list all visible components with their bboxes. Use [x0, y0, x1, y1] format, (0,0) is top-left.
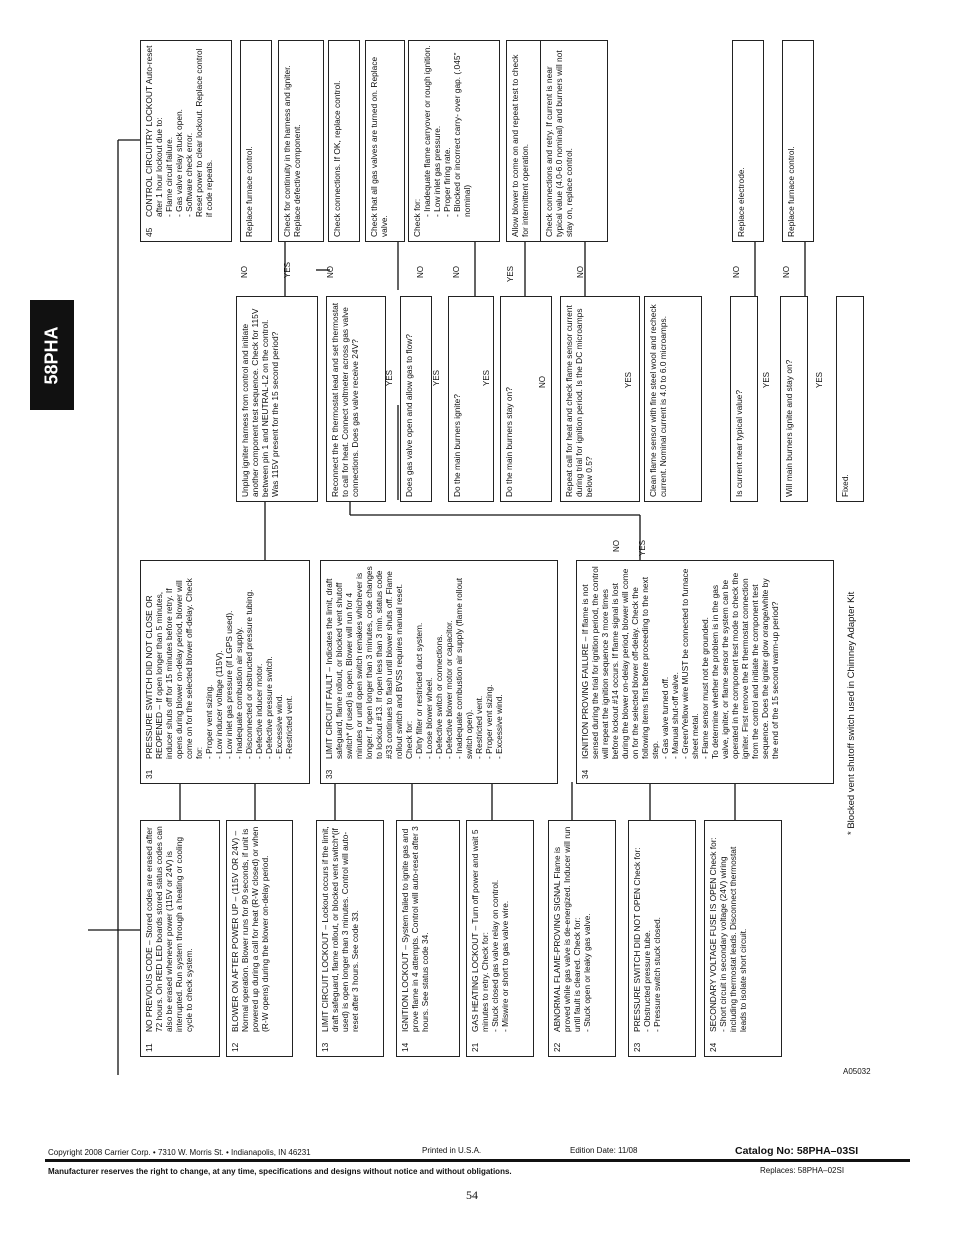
box-text: NO PREVIOUS CODE – Stored codes are erased after 72 hours. On RED LED boards stored status codes can also be erased whenever power (115V or 24V) is interrupted. Run system through a heating or cooling cycle to check system. [144, 826, 194, 1032]
yes-branch-label [506, 266, 520, 290]
box-text: Unplug igniter harness from control and initiate another component test sequence. Check for 115V between pin 1 and NEUTRAL-L2 on the control. Was 115V present for the 15 second period? [240, 308, 280, 497]
box-text: PRESSURE SWITCH DID NOT CLOSE OR REOPENED – If open longer than 5 minutes, inducer shuts off for 15 minutes before retry. If opens during blower on-delay period, blower will come on for the selected blower off-delay. Check for: [144, 578, 204, 759]
step-box-3 [400, 296, 432, 502]
branch-label-text: NO [732, 266, 741, 278]
box-text: Do the main burners stay on? [504, 387, 514, 497]
no-branch-label [240, 266, 254, 290]
branch-label-text: NO [326, 266, 335, 278]
action-box-9 [732, 40, 764, 242]
box-list-item: - Inadequate flame carryover or rough ignition. [422, 45, 432, 217]
box-text: ABNORMAL FLAME-PROVING SIGNAL Flame is proved while gas valve is de-energized. Inducer will run until fault is cleared. Check for: [552, 826, 582, 1032]
box-number: 14 [400, 1042, 410, 1052]
action-box-1 [140, 40, 232, 242]
branch-label-text: NO [782, 266, 791, 278]
branch-label-text: YES [432, 370, 441, 387]
no-branch-label [416, 266, 430, 290]
box-number: 24 [708, 1042, 718, 1052]
action-box-5 [365, 40, 405, 242]
box-text: Is current near typical value? [734, 389, 744, 497]
no-branch-label [612, 540, 626, 564]
box-number: 23 [632, 1042, 642, 1052]
box-list-item: - Low inducer voltage (115V). [214, 565, 224, 759]
box-number: 31 [144, 769, 154, 779]
action-box-2 [240, 40, 272, 242]
detail-box-33 [320, 560, 558, 784]
box-text: BLOWER ON AFTER POWER UP – (115V OR 24V) – Normal operation. Blower runs for 90 seconds, if unit is powered up during a call for heat (R-W closed) or when (R-W opens) during the blower on-delay period. [230, 826, 270, 1032]
branch-label-text: YES [385, 370, 394, 387]
step-box-10 [836, 296, 864, 502]
action-box-10 [782, 40, 814, 242]
box-list-item: - Blocked or incorrect carry- over gap. (.045" nominal) [452, 45, 472, 217]
box-text: Repeat call for heat and check flame sensor current during trial for ignition period. Is the DC microamps below 0.5? [564, 305, 594, 497]
box-text: Reconnect the R thermostat lead and set thermostat to call for heat. Connect voltmeter across gas valve connections. Does gas valve receive 24V? [330, 302, 360, 497]
box-number: 11 [144, 1043, 154, 1052]
box-text: Check that all gas valves are turned on. Replace valve. [369, 56, 389, 237]
box-text: Does gas valve open and allow gas to flow? [404, 334, 414, 497]
box-number: 45 [144, 227, 154, 237]
box-list-item: - Defective switch or connections. [434, 565, 444, 759]
box-list-item: - Gas valve turned off. [660, 565, 670, 759]
branch-label-text: NO [240, 266, 249, 278]
code-box-23 [628, 820, 696, 1057]
box-number: 33 [324, 769, 334, 779]
branch-label-text: YES [283, 262, 292, 279]
box-tail-text: Reset power to clear lockout. Replace control if code repeats. [194, 48, 214, 217]
step-box-4 [448, 296, 494, 502]
box-text: Replace electrode. [736, 167, 746, 237]
branch-label-text: YES [815, 372, 824, 389]
action-box-8 [540, 40, 608, 242]
box-list-item: - Green/Yellow wire MUST be connected to furnace sheet metal. [680, 565, 700, 759]
yes-branch-label [638, 540, 652, 564]
box-list-item: - Restricted vent. [284, 565, 294, 759]
footer-rule [45, 1159, 910, 1162]
box-text: Check connections. If OK, replace control. [332, 80, 342, 237]
branch-label-text: YES [506, 266, 515, 283]
no-branch-label [538, 376, 552, 400]
box-number: 22 [552, 1042, 562, 1052]
box-text: SECONDARY VOLTAGE FUSE IS OPEN Check for: [708, 837, 718, 1032]
branch-label-text: YES [624, 372, 633, 389]
step-box-1 [236, 296, 318, 502]
code-box-13 [316, 820, 384, 1057]
box-text: Check for continuity in the harness and igniter. Replace defective component. [282, 65, 302, 237]
code-box-12 [226, 820, 293, 1057]
branch-label-text: NO [538, 376, 547, 388]
box-text: LIMIT CIRCUIT LOCKOUT – Lockout occurs if the limit, draft safeguard, flame rollout, or blocked vent switch*(if used) is open longer than 3 minutes. Control will auto-reset after 3 hours. See code 33. [320, 826, 360, 1032]
figure-id: A05032 [843, 1067, 871, 1076]
code-box-24 [704, 820, 782, 1057]
step-box-7 [644, 296, 702, 502]
box-list-item: - Miswire or short to gas valve wire. [500, 825, 510, 1032]
box-text: GAS HEATING LOCKOUT – Turn off power and wait 5 minutes to retry. Check for: [470, 829, 490, 1032]
box-list-item: - Dirty filter or restricted duct system. [414, 565, 424, 759]
box-list-item: - Disconnected or obstructed pressure tubing. [244, 565, 254, 759]
box-list-item: - Defective inducer motor. [254, 565, 264, 759]
box-text: CONTROL CIRCUITRY LOCKOUT Auto-reset after 1 hour lockout due to: [144, 45, 164, 217]
action-box-6 [408, 40, 500, 242]
box-list-item: - Defective blower motor or capacitor. [444, 565, 454, 759]
box-list-item: - Inadequate combustion air supply. [234, 565, 244, 759]
no-branch-label [452, 266, 466, 290]
box-list-item: - Gas valve relay stuck open. [174, 45, 184, 217]
box-list-item: - Pressure switch stuck closed. [652, 825, 662, 1032]
yes-branch-label [385, 370, 399, 394]
box-list-item: - Low inlet gas pressure. [432, 45, 442, 217]
yes-branch-label [283, 262, 297, 286]
action-box-4 [328, 40, 360, 242]
box-text: Fixed. [840, 474, 850, 497]
box-list-item: - Defective pressure switch. [264, 565, 274, 759]
yes-branch-label [482, 370, 496, 394]
box-list-item: - Flame circuit failure. [164, 45, 174, 217]
yes-branch-label [432, 370, 446, 394]
box-text: Check connections and retry. If current is near typical value (4.0-6.0 nominal) and burners will not stay on, replace control. [544, 50, 574, 237]
box-tail-text: To determine whether the problem is in the gas valve, igniter, or flame sensor the system can be operated in the component test mode to check the igniter. First remove the R thermostat connection from the control and initiate the component test sequence. Does the igniter glow orange/white by the end of the 15 second warm-up period? [710, 572, 780, 759]
page-number: 54 [466, 1188, 478, 1202]
step-box-8 [730, 296, 758, 502]
box-text: IGNITION PROVING FAILURE – If flame is not sensed during the trial for ignition period, the control will repeat the ignition sequence 3 more times before lockout #14 occurs. If flame signal is lost during the blower on-delay period, blower will come on for the selected blower off-delay. Check the following items first before proceeding to the next step. [580, 566, 660, 759]
box-list-item: - Flame sensor must not be grounded. [700, 565, 710, 759]
box-list-item: - Manual shut-off valve. [670, 565, 680, 759]
no-branch-label [782, 266, 796, 290]
code-box-22 [548, 820, 616, 1057]
box-list-item: - Low inlet gas pressure (if LGPS used). [224, 565, 234, 759]
catalog-number: Catalog No: 58PHA–03SI [735, 1145, 859, 1157]
box-list-item: - Excessive wind. [494, 565, 504, 759]
box-number: 13 [320, 1042, 330, 1052]
branch-label-text: YES [482, 370, 491, 387]
box-text: Will main burners ignite and stay on? [784, 359, 794, 497]
branch-label-text: NO [416, 266, 425, 278]
box-list-item: - Excessive wind. [274, 565, 284, 759]
footnote: * Blocked vent shutoff switch used in Chimney Adapter Kit [846, 591, 857, 835]
box-list-item: - Proper firing rate. [442, 45, 452, 217]
box-text: IGNITION LOCKOUT – System failed to ignite gas and prove flame in 4 attempts. Control will auto-reset after 3 hours. See status code 34. [400, 826, 430, 1032]
step-box-9 [780, 296, 808, 502]
step-box-6 [560, 296, 640, 502]
branch-label-text: NO [576, 266, 585, 278]
box-text: Replace furnace control. [786, 146, 796, 237]
box-text: Replace furnace control. [244, 146, 254, 237]
box-text: Allow blower to come on and repeat test to check for intermittent operation. [510, 54, 530, 237]
box-list-item: - Stuck open or leaky gas valve. [582, 825, 592, 1032]
box-list-item: - Loose blower wheel. [424, 565, 434, 759]
section-tab: 58PHA [30, 300, 74, 410]
yes-branch-label [762, 372, 776, 396]
no-branch-label [732, 266, 746, 290]
box-list-item: - Stuck closed gas valve relay on control. [490, 825, 500, 1032]
box-list-item: - Proper vent sizing. [204, 565, 214, 759]
detail-box-34 [576, 560, 834, 784]
box-text: Check for: [412, 198, 422, 237]
box-text: Do the main burners ignite? [452, 394, 462, 497]
box-list-item: - Obstructed pressure tube. [642, 825, 652, 1032]
box-number: 12 [230, 1042, 240, 1052]
branch-label-text: YES [762, 372, 771, 389]
box-list-item: - Restricted vent. [474, 565, 484, 759]
code-box-11 [140, 820, 220, 1057]
code-box-14 [396, 820, 460, 1057]
box-number: 34 [580, 769, 590, 779]
no-branch-label [576, 266, 590, 290]
replaces: Replaces: 58PHA–02SI [760, 1166, 845, 1175]
code-box-21 [466, 820, 534, 1057]
branch-label-text: YES [638, 540, 647, 557]
box-list-item: - Proper vent sizing. [484, 565, 494, 759]
no-branch-label [326, 266, 340, 290]
branch-label-text: NO [612, 540, 621, 552]
branch-label-text: NO [452, 266, 461, 278]
step-box-2 [326, 296, 386, 502]
printed-in: Printed in U.S.A. [422, 1146, 482, 1155]
copyright: Copyright 2008 Carrier Corp. • 7310 W. Morris St. • Indianapolis, IN 46231 [48, 1148, 311, 1157]
detail-box-31 [140, 560, 310, 784]
disclaimer: Manufacturer reserves the right to change, at any time, specifications and designs without notice and without obligations. [48, 1167, 512, 1176]
box-text: LIMIT CIRCUIT FAULT – Indicates the limit, draft safeguard, flame rollout, or blocked vent shutoff switch* (if used) is open. Blower will run for 4 minutes or until open switch remakes whichever is longer. If open longer than 3 minutes, code changes to lockout #13. If open less than 3 min. status code #33 continues to flash until blower shuts off. Flame rollout switch and BVSS requires manual reset. Check for: [324, 566, 414, 759]
box-text: PRESSURE SWITCH DID NOT OPEN Check for: [632, 847, 642, 1032]
box-list-item: - Software check error. [184, 45, 194, 217]
box-list-item: - Inadequate combustion air supply (flame rollout switch open). [454, 565, 474, 759]
action-box-3 [278, 40, 324, 242]
edition-date: Edition Date: 11/08 [570, 1146, 638, 1155]
box-number: 21 [470, 1042, 480, 1052]
box-list-item: - Short circuit in secondary voltage (24V) wiring including thermostat leads. Disconnect thermostat leads to isolate short circuit. [718, 825, 748, 1032]
box-text: Clean flame sensor with fine steel wool and recheck current. Nominal current is 4.0 to 6.0 microamps. [648, 304, 668, 497]
yes-branch-label [815, 372, 829, 396]
yes-branch-label [624, 372, 638, 396]
